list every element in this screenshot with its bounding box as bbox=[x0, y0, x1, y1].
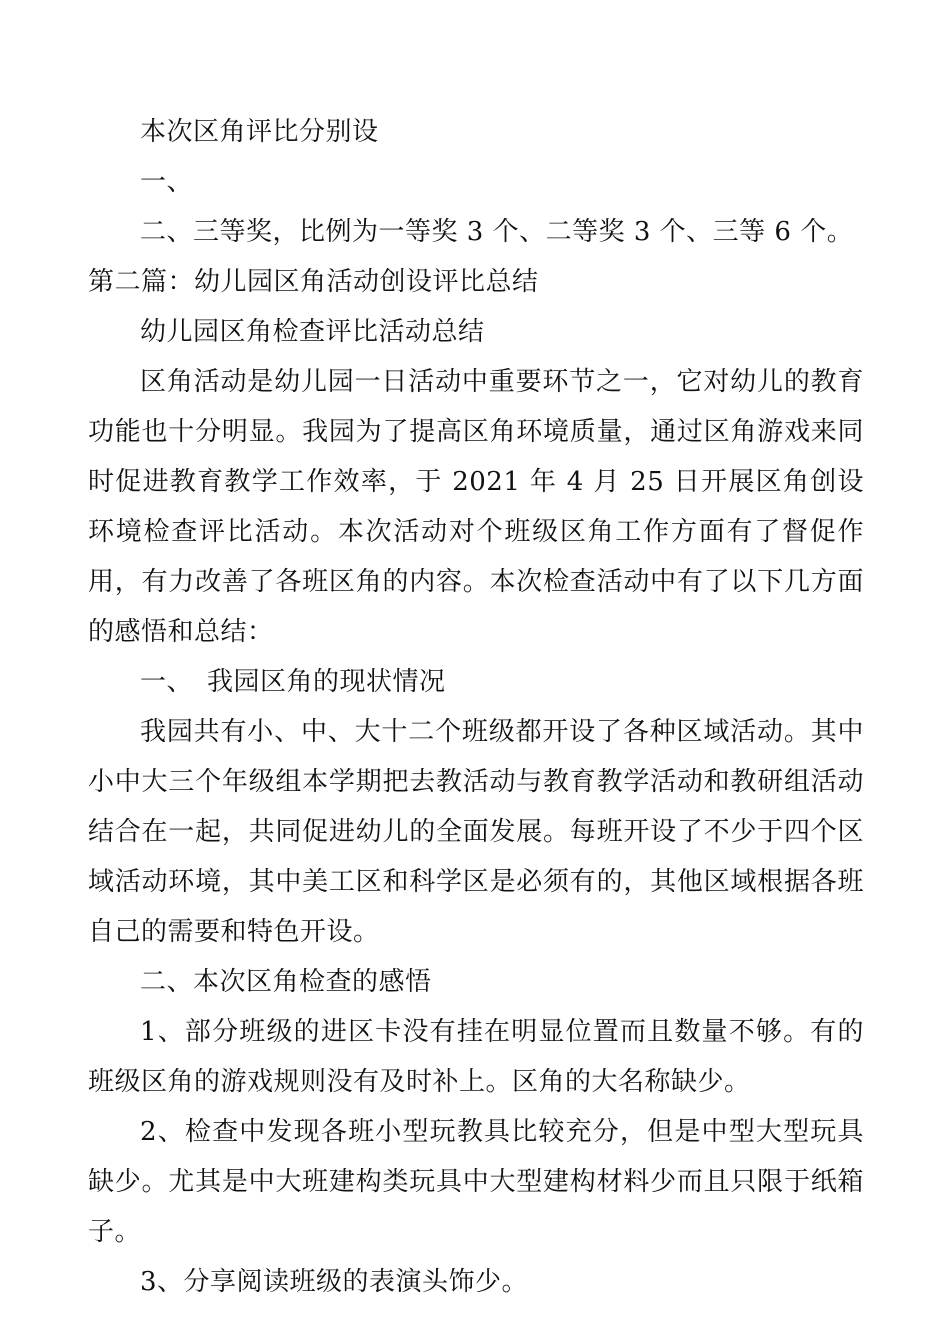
paragraph-award-intro: 本次区角评比分别设 bbox=[140, 117, 379, 147]
paragraph-list-one: 一、 bbox=[140, 167, 194, 197]
section-heading-reflections: 二、本次区角检查的感悟 bbox=[140, 967, 432, 997]
section-number-one: 一、 bbox=[140, 667, 194, 697]
paragraph-reflection-1: 1、部分班级的进区卡没有挂在明显位置而且数量不够。有的班级区角的游戏规则没有及时补上。区角的大名称缺少。 bbox=[88, 1017, 864, 1097]
section-title-part-two: 第二篇：幼儿园区角活动创设评比总结 bbox=[88, 267, 539, 297]
section-heading-text: 我园区角的现状情况 bbox=[207, 667, 446, 697]
paragraph-award-ratio: 二、三等奖，比例为一等奖 3 个、二等奖 3 个、三等 6 个。 bbox=[140, 217, 854, 247]
paragraph-intro-summary: 区角活动是幼儿园一日活动中重要环节之一，它对幼儿的教育功能也十分明显。我园为了提高区角环境质量，通过区角游戏来同时促进教育教学工作效率，于 2021 年 4 月 25 日开展区角创设环境检查评比活动。本次活动对个班级区角工作方面有了督促作用，有力改善了各班区角的内容。本次检查活动中有了以下几方面的感悟和总结： bbox=[88, 367, 864, 647]
paragraph-reflection-2: 2、检查中发现各班小型玩教具比较充分，但是中型大型玩具缺少。尤其是中大班建构类玩具中大型建构材料少而且只限于纸箱子。 bbox=[88, 1117, 864, 1247]
section-heading-current-status bbox=[88, 657, 864, 707]
document-title: 幼儿园区角检查评比活动总结 bbox=[140, 317, 485, 347]
paragraph-reflection-3: 3、分享阅读班级的表演头饰少。 bbox=[140, 1267, 529, 1297]
paragraph-current-status: 我园共有小、中、大十二个班级都开设了各种区域活动。其中小中大三个年级组本学期把去教活动与教育教学活动和教研组活动结合在一起，共同促进幼儿的全面发展。每班开设了不少于四个区域活动环境，其中美工区和科学区是必须有的，其他区域根据各班自己的需要和特色开设。 bbox=[88, 717, 864, 947]
document-body bbox=[88, 107, 864, 1307]
